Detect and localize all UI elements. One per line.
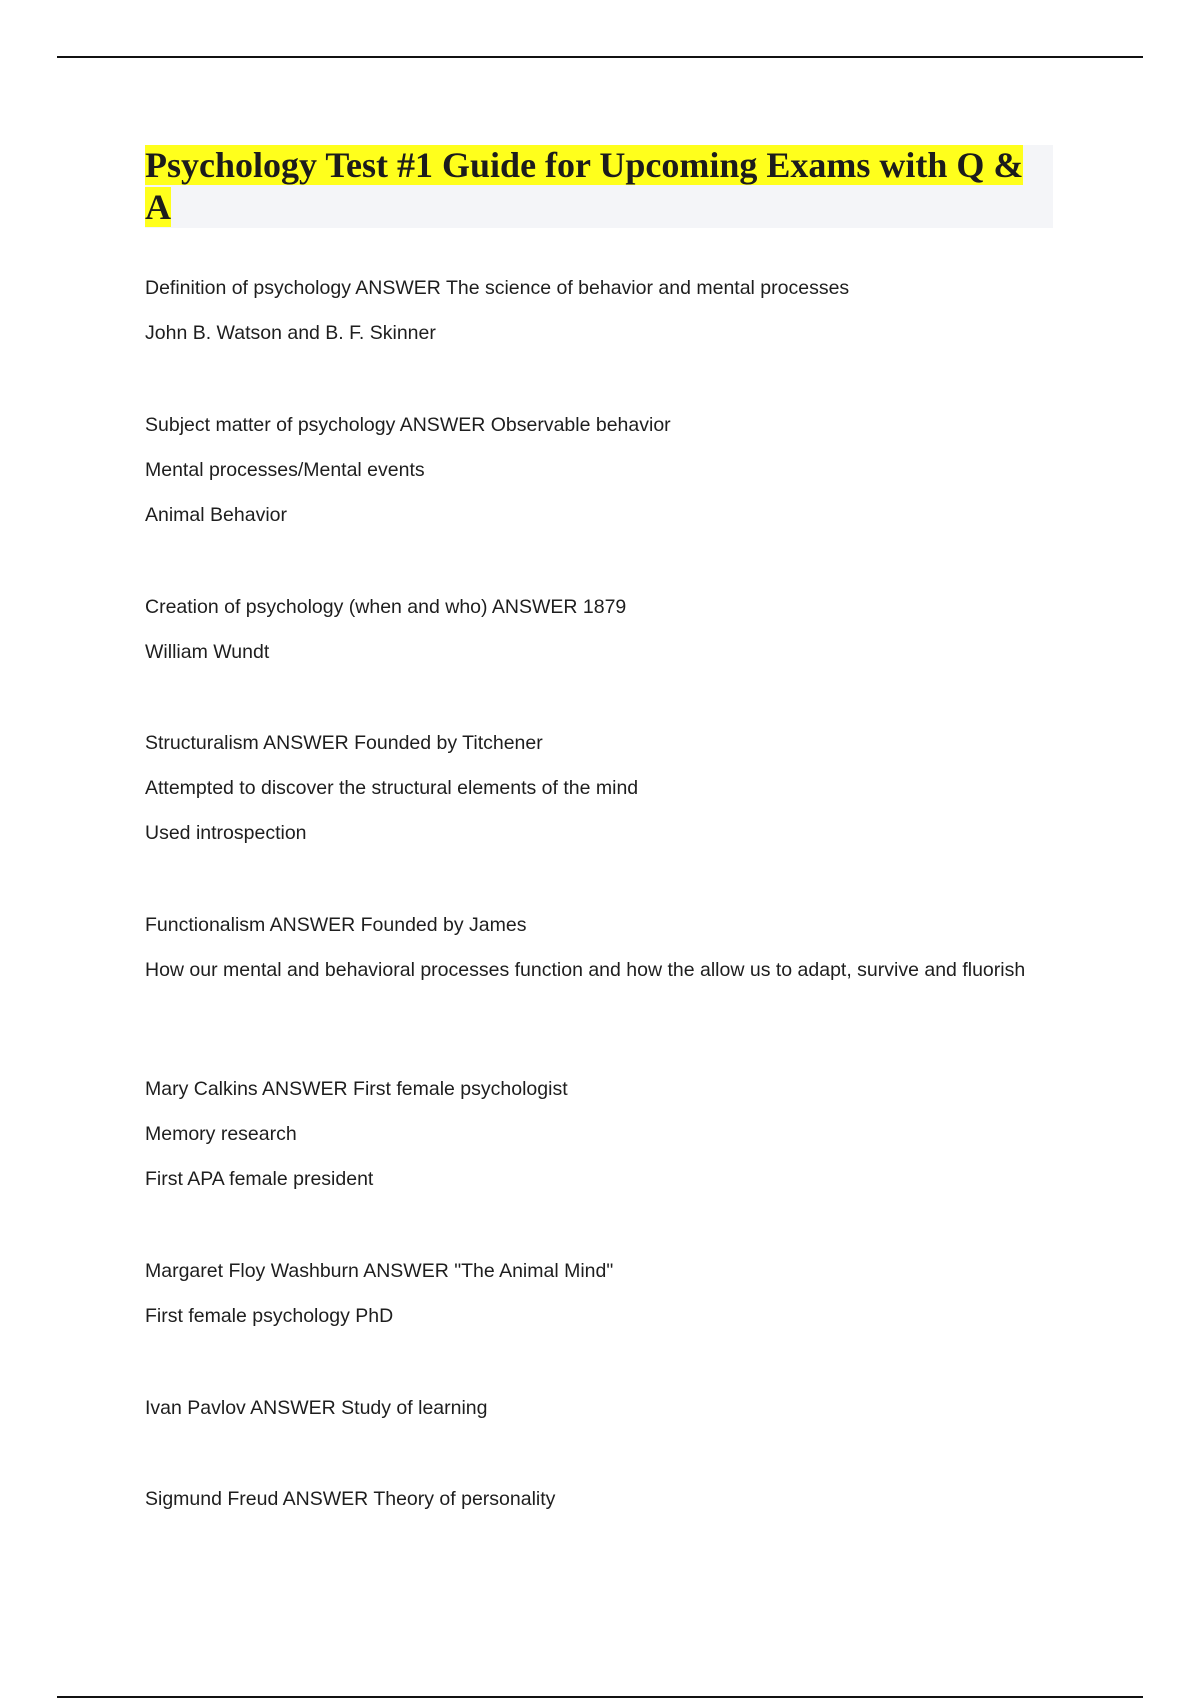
qa-question-line: Sigmund Freud ANSWER Theory of personality <box>145 1488 556 1510</box>
qa-answer-line: Animal Behavior <box>145 504 287 526</box>
qa-question-line: Structuralism ANSWER Founded by Titchener <box>145 732 543 754</box>
qa-answer-line: John B. Watson and B. F. Skinner <box>145 322 436 344</box>
qa-question-line: Margaret Floy Washburn ANSWER "The Animal Mind" <box>145 1260 614 1282</box>
title-highlight: Psychology Test #1 Guide for Upcoming Exams with Q & A <box>145 145 1024 227</box>
qa-entry <box>145 593 1045 666</box>
qa-question-line: Definition of psychology ANSWER The science of behavior and mental processes <box>145 277 850 299</box>
qa-entry <box>145 1257 1045 1330</box>
qa-question-line: Ivan Pavlov ANSWER Study of learning <box>145 1397 488 1419</box>
qa-entry <box>145 1075 1045 1193</box>
header-rule <box>57 56 1143 58</box>
qa-question-line: Functionalism ANSWER Founded by James <box>145 914 527 936</box>
qa-answer-line: Used introspection <box>145 822 307 844</box>
qa-answer-line: William Wundt <box>145 641 270 663</box>
qa-entry <box>145 1485 1045 1513</box>
qa-entry <box>145 911 1045 984</box>
document-title <box>145 144 1045 228</box>
qa-question-line: Creation of psychology (when and who) ANSWER 1879 <box>145 596 627 618</box>
qa-entry <box>145 729 1045 847</box>
qa-answer-line: Attempted to discover the structural elements of the mind <box>145 777 639 799</box>
qa-question-line: Subject matter of psychology ANSWER Observable behavior <box>145 414 671 436</box>
qa-entry <box>145 1394 1045 1422</box>
qa-answer-line: Mental processes/Mental events <box>145 459 425 481</box>
qa-question-line: Mary Calkins ANSWER First female psychologist <box>145 1078 568 1100</box>
qa-answer-line: First female psychology PhD <box>145 1305 394 1327</box>
qa-answer-line: First APA female president <box>145 1168 374 1190</box>
footer-rule <box>57 1696 1143 1698</box>
qa-answer-line: Memory research <box>145 1123 297 1145</box>
qa-answer-line: How our mental and behavioral processes function and how the allow us to adapt, survive and fluorish <box>145 959 1026 981</box>
qa-entry <box>145 411 1045 529</box>
qa-entry <box>145 274 1045 347</box>
